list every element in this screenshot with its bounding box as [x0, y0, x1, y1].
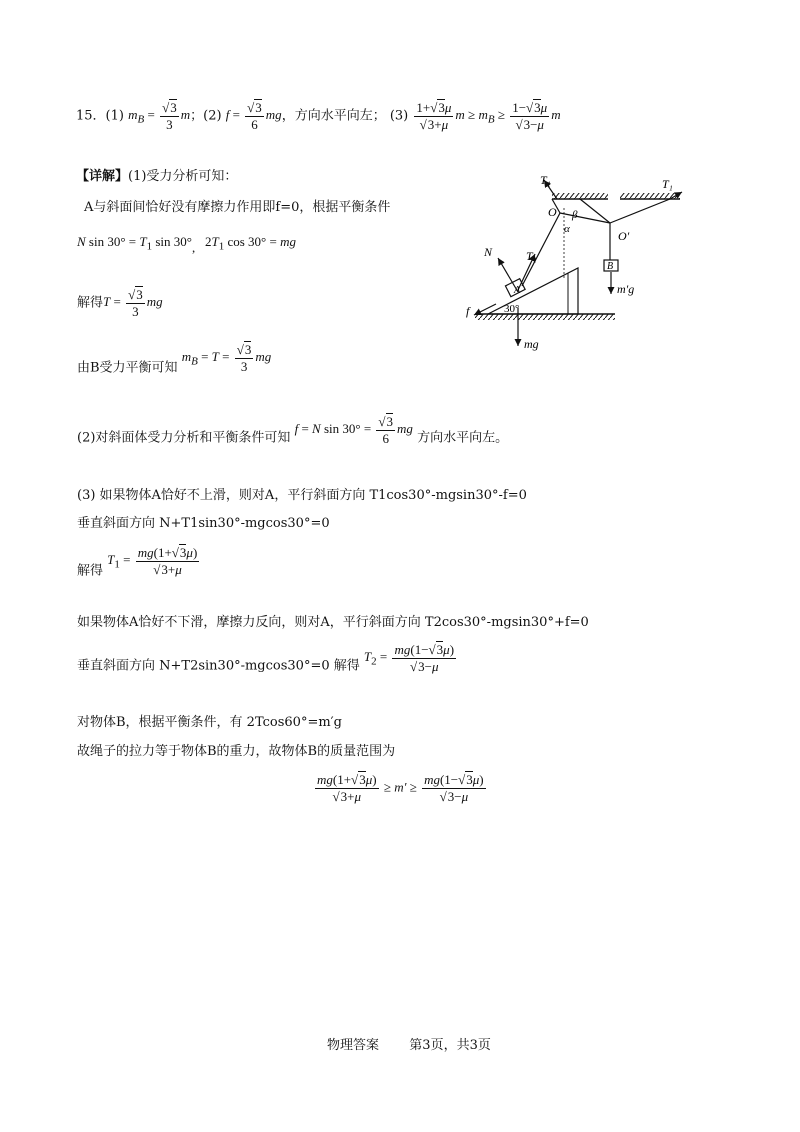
part3-line3: 如果物体A恰好不下滑，摩擦力反向，则对A，平行斜面方向 T2cos30°-mgsin30°+f=0 [77, 615, 589, 630]
part2-label: (2) [203, 108, 222, 124]
detail-heading-line [76, 165, 237, 184]
answer-15-line [76, 100, 561, 133]
label-alpha: α [564, 223, 570, 235]
part3-solve: 解得 [77, 563, 104, 579]
label-mprime-g: m′g [617, 282, 635, 296]
footer-subject: 物理答案 [327, 1038, 380, 1053]
eq1: N $\sin 30^\circ = T_1$ sin 30°, $2T_1$ cos 30° = mg [77, 234, 296, 255]
force-diagram [460, 168, 690, 353]
label-b: B [607, 261, 614, 272]
part1-intro: (1)受力分析可知： [128, 169, 238, 184]
part3-b: 对物体B，根据平衡条件，有 2Tcos60°=m′g [77, 715, 342, 730]
part3-line1: (3) 如果物体A恰好不上滑，则对A，平行斜面方向 T1cos30°-mgsin30°-f=0 [77, 488, 527, 503]
label-n: N [484, 245, 493, 259]
part1-label: (1) [105, 108, 124, 124]
ground [475, 314, 615, 320]
sep1: ； [190, 108, 204, 124]
part2-direction: ，方向水平向左； [281, 108, 386, 124]
label-beta: β [572, 209, 578, 221]
part3-line4-row: 垂直斜面方向 N+T2sin30°-mgcos30°=0 解得 $T_2$ = $\frac{mg(1-√3\mu)}{√3-\mu}$ [77, 642, 455, 674]
label-t1-left: T₁ [540, 173, 551, 187]
part1-formula: $m_B$ = $\frac{√3}{3}$ m [128, 100, 191, 132]
part2-line: (2)对斜面体受力分析和平衡条件可知 f = N sin 30° = $\frac{√3}{6}$ mg 方向水平向左。 [77, 414, 509, 446]
part2-text: (2)对斜面体受力分析和平衡条件可知 [77, 430, 291, 446]
label-mg: mg [524, 337, 539, 351]
footer [327, 1034, 491, 1053]
part3-conclusion: 故绳子的拉力等于物体B的重力，故物体B的质量范围为 [77, 744, 396, 759]
part3-label: (3) [389, 108, 409, 124]
part3-solve-line: 解得 $T_1$ = $\frac{mg(1+√3\mu)}{√3+\mu}$ [77, 545, 198, 579]
label-t1-right: T₁ [662, 177, 673, 191]
label-f: f [466, 304, 470, 318]
footer-page: 第3页，共3页 [409, 1038, 491, 1053]
detail-heading: 【详解】 [76, 169, 129, 184]
part3-formula: $\frac{1+√3\mu}{√3+\mu}$ $m \ge m_B$ ≥ $\frac{1-√3\mu}{√3-\mu}$ m [416, 100, 561, 132]
solve-line: 解得T = $\frac{√3}{3}$ mg [77, 287, 163, 319]
part2-formula: f = $\frac{√3}{6}$ mg [225, 100, 282, 132]
label-o-prime: O′ [618, 229, 630, 243]
label-a: A [514, 285, 521, 296]
solve-label: 解得 [77, 295, 104, 311]
rope-o-oprime [560, 213, 610, 223]
ceiling-left [552, 193, 608, 199]
line-a: A与斜面间恰好没有摩擦力作用即f=0，根据平衡条件 [84, 200, 391, 215]
label-o: O [548, 205, 557, 219]
final-equation: $\frac{mg(1+√3\mu)}{√3+\mu}$ ≥ m′ ≥ $\frac{mg(1-√3\mu)}{√3-\mu}$ [317, 772, 484, 804]
part3-line4: 垂直斜面方向 N+T2sin30°-mgcos30°=0 解得 [77, 658, 360, 674]
b-label: 由B受力平衡可知 [77, 360, 178, 376]
label-30deg: 30° [504, 303, 520, 315]
part3-line2: 垂直斜面方向 N+T1sin30°-mgcos30°=0 [77, 516, 330, 531]
part2-dir: 方向水平向左。 [417, 430, 509, 446]
incline [488, 268, 578, 314]
answer-15-label: 15． [76, 108, 106, 124]
b-balance-line: 由B受力平衡可知 $m_B = T$ = $\frac{√3}{3}$ mg [77, 342, 272, 376]
label-t1-mid: T₁ [526, 249, 537, 263]
